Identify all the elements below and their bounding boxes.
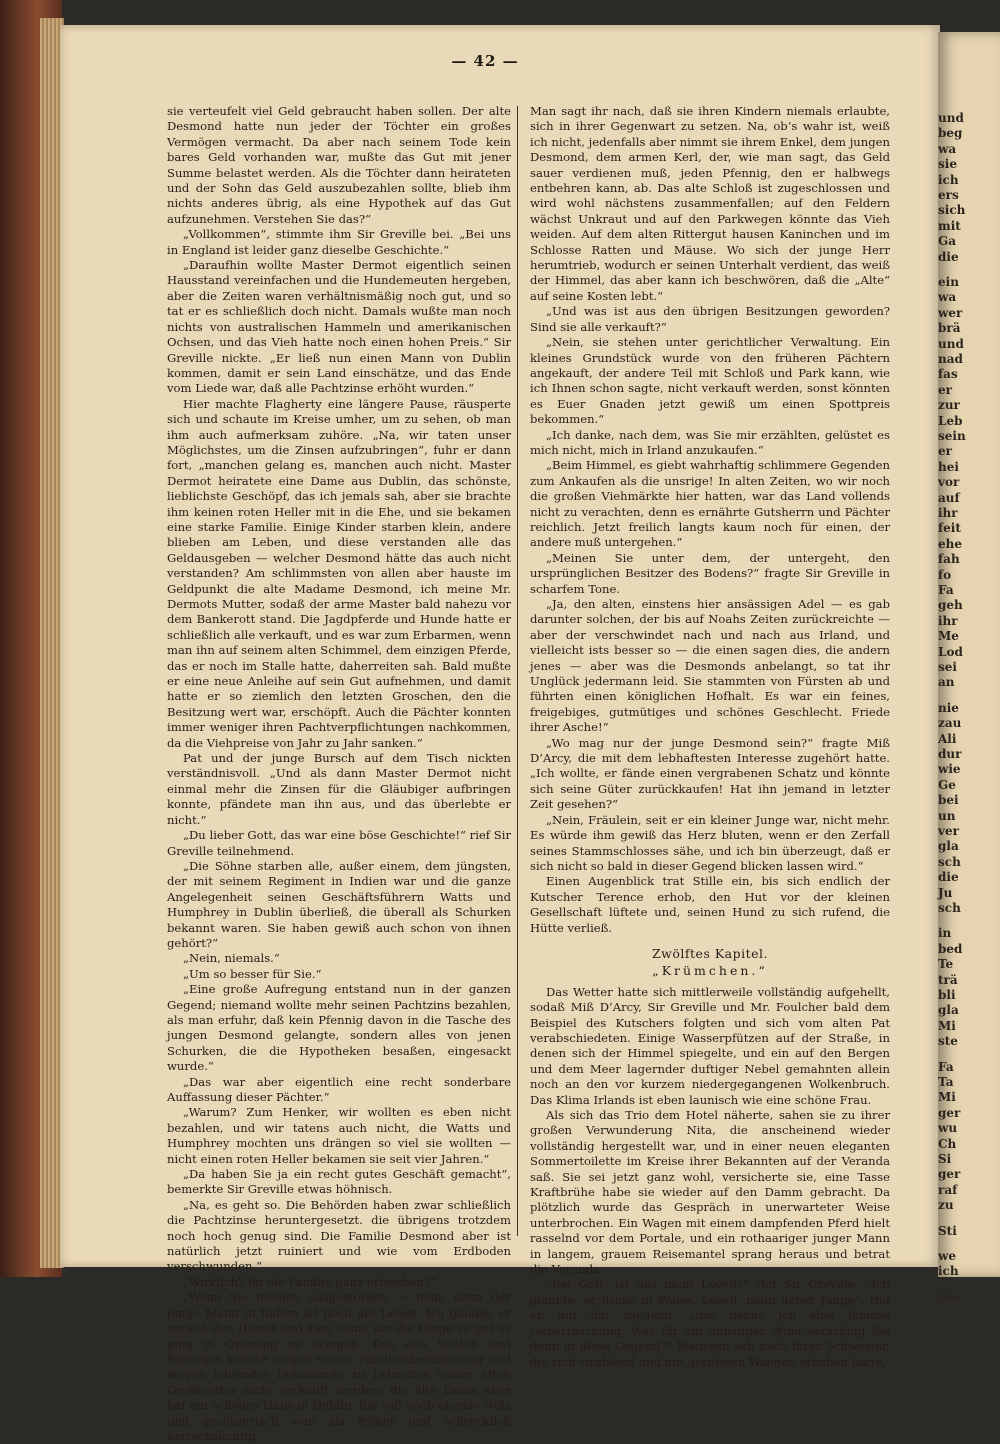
facing-page-fragment: ihr [938, 506, 958, 520]
facing-page-fragment: ver [938, 824, 959, 838]
facing-page-fragment: Te [938, 957, 954, 972]
facing-page-fragment: Ju [938, 885, 953, 900]
paragraph: „Vollkommen“, stimmte ihm Sir Greville bei. „Bei uns in England ist leider ganz dieselbe Geschichte.“ [167, 227, 511, 257]
facing-page-fragment: gla [938, 1003, 959, 1018]
facing-page-fragment: beg [938, 126, 963, 141]
paragraph: Einen Augenblick trat Stille ein, bis sich endlich der Kutscher Terence erhob, den Hut vor der kleinen Gesellschaft lüftete und, seinen Hund zu sich rufend, die Hütte verließ. [530, 874, 890, 935]
facing-page-fragment: gla [938, 839, 959, 854]
facing-page-fragment: ger [938, 1167, 961, 1182]
facing-page-fragment: zur [938, 398, 960, 413]
facing-page-fragment: und [938, 111, 964, 125]
facing-page-fragment: sch [938, 854, 961, 869]
facing-page-fragment: ihr [938, 613, 958, 628]
facing-page-fragment: un [938, 808, 956, 823]
paragraph: „Und was ist aus den übrigen Besitzungen geworden? Sind sie alle verkauft?“ [530, 304, 890, 334]
facing-page-fragment: wie [938, 762, 961, 777]
facing-page-fragment: feit [938, 521, 961, 536]
facing-page-fragment: Mi [938, 1090, 956, 1105]
paragraph: „Nein, niemals.“ [183, 951, 280, 966]
paragraph: „Ja, den alten, einstens hier ansässigen Adel — es gab darunter solchen, der bis auf Noahs Zeiten zurückreichte — aber der verschwindet nach und nach aus Irland, und vielleicht ists besser so — die einen sagen dies, die andern jenes — aber was die Desmonds anbelangt, so tat ihr Unglück jedermann leid. Sie stammten von Fürsten ab und führten einen königlichen Hofhalt. Es war ein feines, freigebiges, gutmütiges und schönes Geschlecht. Friede ihrer Asche!“ [530, 597, 890, 735]
facing-page-fragment: in [938, 926, 952, 941]
facing-page-fragment: brä [938, 321, 961, 336]
facing-page-fragment: Ga [938, 234, 957, 249]
facing-page-fragment: er [938, 382, 952, 397]
paragraph: „Wenn Sie meinen ausgestorben — nein, denn der junge Mann in Indien ist noch am Leben. Ich glaube, er verließ den Dienst und kam heim, um die Dinge so gut es ging in Ordnung zu bringen. Das alte Schloß und Rittergut konnte wegen seiner Familienbestimmung und wegen fehlender Dokumente zu Lebzeiten seiner alten Großmutter nicht verkauft werden; die alte Dame aber hat ein schönes Haus in Dublin. Sie soll noch ebenso stolz und großtuerisch sein als früher und schrecklich herrschsüchtig. [167, 1290, 511, 1443]
chapter-subtitle: „Krümchen.“ [652, 963, 768, 979]
facing-page-fragment: fo [938, 567, 952, 582]
facing-page-fragment: fah [938, 552, 960, 567]
facing-page-fragment: bli [938, 988, 956, 1002]
facing-page-fragment: die [938, 249, 959, 264]
paragraph: „Da haben Sie ja ein recht gutes Geschäft gemacht“, bemerkte Sir Greville etwas höhnisch. [167, 1167, 511, 1197]
facing-page-fragment: fas [938, 367, 958, 382]
facing-page-fragment: an [938, 675, 955, 690]
facing-page-fragment: Ta [938, 1075, 954, 1089]
paragraph: „Daraufhin wollte Master Dermot eigentlich seinen Hausstand vereinfachen und die Hundemeuten hergeben, aber die Zeiten waren verhältnismäßig noch gut, und so tat er es schließlich doch nicht. Damals wußte man noch nichts von australischen Hammeln und amerikanischen Ochsen, und das Vieh hatte noch einen hohen Preis.“ Sir Greville nickte. „Er ließ nun einen Mann von Dublin kommen, damit er sein Land einschätze, und das Ende vom Liede war, daß alle Pachtzinse erhöht wurden.“ [167, 258, 511, 396]
paragraph: „Bei Gott, ist das nicht Lovell?“ rief Sir Greville. „Ich glaubte, er fische in Wales. Lovell, mein lieber Junge“, rief er, auf ihn zueilend, „das nenne ich eine famose Ueberraschung. Was für ein günstiger Wind verschlug Sie denn in diese Gegend?“ Maureen sah nach ihrer Schwester, die sich strahlend und mit geröteten Wangen erhoben hatte, [530, 1277, 890, 1369]
paragraph: „Eine große Aufregung entstand nun in der ganzen Gegend; niemand wollte mehr seinen Pachtzins bezahlen, als man erfuhr, daß kein Pfennig davon in die Tasche des jungen Desmond gelangte, sondern alles von jenen Schurken, die die Hypotheken besaßen, eingesackt wurde.“ [167, 982, 511, 1074]
facing-page-fragment: sei [938, 660, 957, 674]
paragraph: „Wo mag nur der junge Desmond sein?“ fragte Miß D’Arcy, die mit dem lebhaftesten Interesse zugehört hatte. „Ich wollte, er fände einen vergrabenen Schatz und könnte sich seine Güter zurückkaufen! Hat ihn jemand in letzter Zeit gesehen?“ [530, 735, 890, 812]
facing-page-fragment: Ch [938, 1136, 957, 1151]
facing-page-fragment: sein [938, 429, 966, 443]
facing-page-fragment: zau [938, 716, 962, 731]
facing-page-fragment: Me [938, 629, 959, 644]
paragraph: „Beim Himmel, es giebt wahrhaftig schlimmere Gegenden zum Ankaufen als die unsrige! In alten Zeiten, wo wir noch die großen Viehmärkte hier hatten, war das Land vollends nicht zu verachten, denn es ernährte Gutsherrn und Pächter reichlich. Jetzt freilich langts kaum noch für einen, der andere muß untergehen.“ [530, 458, 890, 550]
facing-page-fragment: raf [938, 1182, 958, 1197]
facing-page-fragment: bed [938, 941, 963, 956]
facing-page-fragment: sich [938, 203, 966, 218]
facing-page-fragment: wa [938, 290, 957, 305]
facing-page-fragment: wer [938, 305, 963, 320]
facing-page-fragment: trä [938, 972, 958, 987]
paragraph: „Meinen Sie unter dem, der untergeht, den ursprünglichen Besitzer des Bodens?“ fragte Sir Greville in scharfem Tone. [530, 550, 890, 596]
paragraph: Als sich das Trio dem Hotel näherte, sahen sie zu ihrer großen Verwunderung Nita, die anscheinend wieder vollständig hergestellt war, und in einer neuen eleganten Sommertoilette im Kreise ihrer Bekannten auf der Veranda saß. Sie sei jetzt ganz wohl, versicherte sie, eine Tasse Kraftbrühe habe sie wieder auf den Damm gebracht. Da plötzlich wurde das Gespräch in unerwarteter Weise unterbrochen. Ein Wagen mit einem dampfenden Pferd hielt rasselnd vor dem Portale, und ein rothaariger junger Mann in langem, grauem Reisemantel sprang heraus und betrat die Veranda. [530, 1108, 890, 1277]
paragraph: Pat und der junge Bursch auf dem Tisch nickten verständnisvoll. „Und als dann Master Dermot nicht einmal mehr die Zinsen für die Gläubiger aufbringen konnte, pfändete man ihn aus, und das überlebte er nicht.“ [167, 751, 511, 827]
facing-page-fragment: Sti [938, 1223, 957, 1238]
paragraph: Hier machte Flagherty eine längere Pause, räusperte sich und schaute im Kreise umher, um zu sehen, ob man ihm auch aufmerksam zuhöre. „Na, wir taten unser Möglichstes, um die Zinsen aufzubringen“, fuhr er dann fort, „manchen gelang es, manchen auch nicht. Master Dermot heiratete eine Dame aus Dublin, das schönste, lieblichste Geschöpf, das ich jemals sah, aber sie brachte ihm keinen roten Heller mit in die Ehe, und sie bekamen eine starke Familie. Einige Kinder starben klein, andere blieben am Leben, und diese verstanden alle das Geldausgeben — welcher Desmond hätte das auch nicht verstanden? Am schlimmsten von allen aber hauste im Geldpunkt die alte Madame Desmond, ich meine Mr. Dermots Mutter, sodaß der arme Master bald nahezu vor dem Bankerott stand. Die Jagdpferde und Hunde hatte er schließlich alle verkauft, und es war zum Erbarmen, wenn man ihn auf seinem alten Schimmel, dem einzigen Pferde, das er noch im Stalle hatte, daherreiten sah. Bald mußte er eine neue Anleihe auf sein Gut aufnehmen, und damit hatte er so ziemlich den letzten Groschen, den die Besitzung wert war, erschöpft. Auch die Pächter konnten immer weniger ihren Pachtverpflichtungen nachkommen, da die Viehpreise von Jahr zu Jahr sanken.“ [167, 396, 511, 750]
paragraph: „Na, es geht so. Die Behörden haben zwar schließlich die Pachtzinse heruntergesetzt. die übrigens trotzdem noch hoch genug sind. Die Familie Desmond aber ist natürlich jetzt ruiniert und wie vom Erdboden verschwunden.“ [167, 1197, 511, 1274]
facing-page-fragment: Mi [938, 1018, 956, 1033]
paragraph: „Die Söhne starben alle, außer einem, dem jüngsten, der mit seinem Regiment in Indien war und die ganze Angelegenheit seinen Geschäftsführern Watts und Humphrey in Dublin überließ, die überall als Schurken bekannt waren. Sie haben gewiß auch schon von ihnen gehört?“ [167, 858, 511, 950]
right-column-after-chapter [530, 985, 890, 1370]
column-divider [517, 106, 518, 1236]
paragraph: „Nein, Fräulein, seit er ein kleiner Junge war, nicht mehr. Es würde ihm gewiß das Herz bluten, wenn er den Zerfall seines Stammschlosses sähe, und ich bin überzeugt, daß er sich nicht so bald in dieser Gegend blicken lassen wird.“ [530, 812, 890, 873]
facing-page-fragment: sie [938, 157, 957, 172]
facing-page-fragment: Fa [938, 1059, 954, 1074]
facing-page-fragment: er [938, 444, 952, 459]
paragraph: „Du lieber Gott, das war eine böse Geschichte!“ rief Sir Greville teilnehmend. [167, 828, 511, 858]
facing-page-fragment: vor [938, 475, 960, 490]
facing-page-fragment: Ali [938, 731, 957, 746]
facing-page-fragment: nad [938, 352, 963, 366]
facing-page-fragment: Ge [938, 777, 956, 792]
facing-page-fragment: die [938, 870, 959, 885]
paragraph: Man sagt ihr nach, daß sie ihren Kindern niemals erlaubte, sich in ihrer Gegenwart zu setzen. Na, ob’s wahr ist, weiß ich nicht, jedenfalls aber nimmt sie ihrem Enkel, dem jungen Desmond, dem armen Kerl, der, wie man sagt, das Geld sauer verdienen muß, jeden Pfennig, den er halbwegs entbehren kann, ab. Das alte Schloß ist zugeschlossen und wird wohl nächstens zusammenfallen; auf den Feldern wächst Unkraut und auf den Parkwegen könnte das Vieh weiden. Auf dem alten Rittergut hausen Kaninchen und im Schlosse Ratten und Mäuse. Wo sich der junge Herr herumtrieb, wodurch er seinen Unterhalt verdient, das weiß der Himmel, das aber kann ich beschwören, daß die „Alte“ auf seine Kosten lebt.“ [530, 104, 890, 303]
paragraph: „Um so besser für Sie.“ [183, 966, 322, 981]
paragraph: „Warum? Zum Henker, wir wollten es eben nicht bezahlen, und wir tatens auch nicht, die Watts und Humphrey mochten uns drängen so viel sie wollten — nicht einen roten Heller bekamen sie seit vier Jahren.“ [167, 1105, 511, 1166]
facing-page-fragment: we [938, 1249, 956, 1263]
facing-page-fragment: Fa [938, 583, 954, 597]
facing-page-fragment: nie [938, 700, 959, 715]
facing-page [938, 32, 1000, 1304]
facing-page-fragment: ehe [938, 536, 962, 551]
facing-page-fragment: ich [938, 1264, 959, 1279]
paragraph: „Das war aber eigentlich eine recht sonderbare Auffassung dieser Pächter.“ [167, 1074, 511, 1104]
paragraph: sie verteufelt viel Geld gebraucht haben sollen. Der alte Desmond hatte nun jeder der Töchter ein großes Vermögen vermacht. Da aber nach seinem Tode kein bares Geld vorhanden war, mußte das Gut mit jener Summe belastet werden. Als die Töchter dann heirateten und der Sohn das Geld auszubezahlen sollte, blieb ihm nichts anderes übrig, als eine Hypothek auf das Gut aufzunehmen. Verstehen Sie das?“ [167, 104, 511, 226]
facing-page-fragment: dur [938, 747, 962, 761]
facing-page-fragment: ein [938, 275, 959, 289]
facing-page-fragment: ma [938, 1289, 959, 1304]
page-number: — 42 — [451, 52, 519, 70]
paragraph: Das Wetter hatte sich mittlerweile vollständig aufgehellt, sodaß Miß D’Arcy, Sir Greville und Mr. Foulcher bald dem Beispiel des Kutschers folgten und sich vom alten Pat verabschiedeten. Einige Wasserpfützen auf der Straße, in denen sich der Himmel spiegelte, und ein auf den Bergen und dem Meer lagernder duftiger Nebel gemahnten allein noch an den vor kurzem niedergegangenen Wolkenbruch. Das Klima Irlands ist eben launisch wie eine schöne Frau. [530, 984, 890, 1107]
facing-page-fragment: Si [938, 1152, 952, 1166]
facing-page-fragment: ers [938, 188, 959, 202]
facing-page-fragment: ger [938, 1105, 961, 1120]
facing-page-fragment: Lod [938, 644, 963, 659]
facing-page-fragment: zu [938, 1198, 954, 1213]
paragraph: „Wirklich? Ist die Familie ganz erloschen?“ [183, 1274, 437, 1289]
paragraph: „Nein, sie stehen unter gerichtlicher Verwaltung. Ein kleines Grundstück wurde von den früheren Pächtern angekauft, der andere Teil mit Schloß und Park kann, wie ich Ihnen schon sagte, nicht verkauft werden, sonst könnten es Euer Gnaden jetzt gewiß um einen Spottpreis bekommen.“ [530, 335, 890, 427]
facing-page-fragment: ste [938, 1034, 958, 1049]
facing-page-fragment: und [938, 336, 964, 351]
left-text-column [167, 104, 511, 1444]
facing-page-fragment: Leb [938, 413, 963, 428]
facing-page-fragment: wu [938, 1121, 958, 1136]
facing-page-fragment: mit [938, 218, 961, 233]
facing-page-fragment: ich [938, 172, 959, 187]
facing-page-fragment: wa [938, 141, 957, 156]
facing-page-fragment: hei [938, 459, 959, 474]
right-column-before-chapter [530, 104, 890, 936]
facing-page-fragment: bei [938, 793, 959, 808]
paragraph: „Ich danke, nach dem, was Sie mir erzählten, gelüstet es mich nicht, mich in Irland anzukaufen.“ [530, 427, 890, 457]
right-text-column [530, 104, 890, 1370]
facing-page-fragment: auf [938, 490, 960, 505]
facing-page-fragment: geh [938, 598, 963, 613]
chapter-title: Zwölftes Kapitel. [651, 945, 769, 961]
facing-page-fragment: sch [938, 901, 961, 915]
